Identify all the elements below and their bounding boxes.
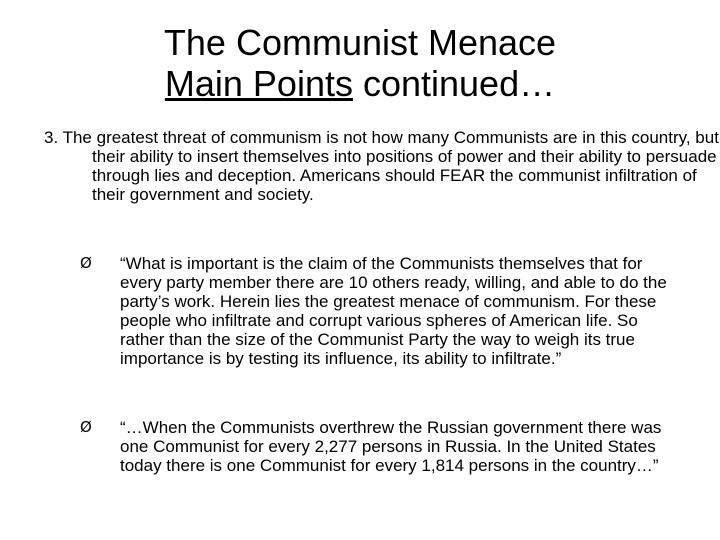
quote-text-1: “What is important is the claim of the Communists themselves that for every party member there are 10 others ready, willing, and able to do the party’s work. Herein lies the greatest menace of communism. For these people who infiltrate and corrupt various spheres of American life. So rather than the size of the Communist Party the way to weigh its true importance is by testing its influence, its ability to infiltrate.” — [120, 254, 667, 368]
quote-text-2: “…When the Communists overthrew the Russian government there was one Communist for every 2,277 persons in Russia. In the United States today there is one Communist for every 1,814 persons in the country…” — [120, 418, 662, 475]
title-rest-text: continued… — [352, 63, 556, 104]
slide-title — [100, 22, 620, 104]
title-line-2 — [100, 63, 620, 104]
title-line-1: The Communist Menace — [163, 22, 557, 63]
arrow-bullet-icon: Ø — [80, 418, 92, 436]
main-point-3: 3. The greatest threat of communism is not how many Communists are in this country, but their ability to insert themselves into positions of power and their ability to persuade through lies and deception. Americans should FEAR the communist infiltration of their government and society. — [44, 128, 719, 204]
arrow-bullet-icon: Ø — [80, 254, 92, 272]
title-underlined-text: Main Points — [164, 63, 353, 104]
